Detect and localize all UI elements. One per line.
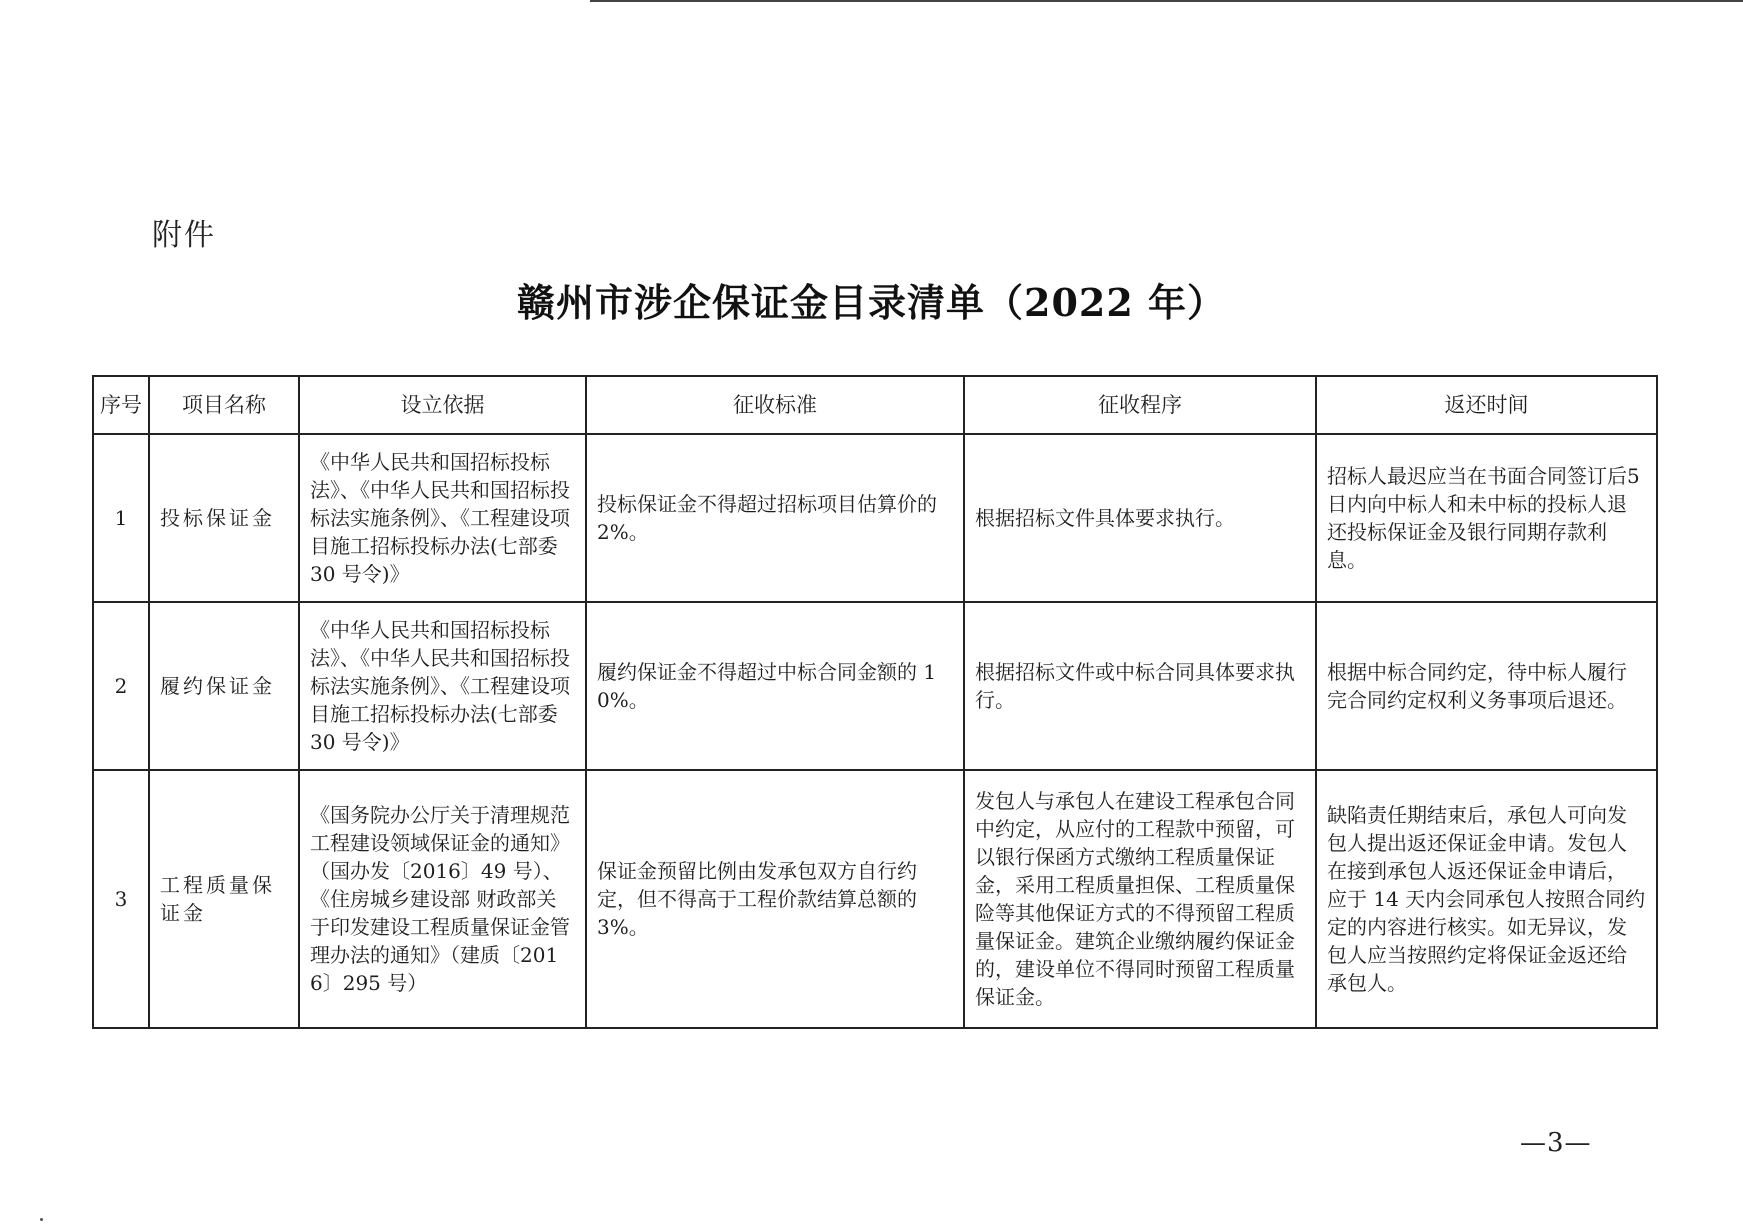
row-basis: 《国务院办公厅关于清理规范工程建设领域保证金的通知》（国办发〔2016〕49 号）、《住房城乡建设部 财政部关于印发建设工程质量保证金管理办法的通知》（建质〔2016〕295 号） <box>299 770 586 1028</box>
row-name: 工程质量保证金 <box>149 770 299 1028</box>
header-refund-time: 返还时间 <box>1316 376 1657 434</box>
header-seq: 序号 <box>93 376 149 434</box>
table-row <box>93 770 1657 1028</box>
row-seq: 2 <box>93 602 149 770</box>
attachment-label: 附件 <box>152 218 216 253</box>
header-name: 项目名称 <box>149 376 299 434</box>
header-basis: 设立依据 <box>299 376 586 434</box>
header-standard: 征收标准 <box>586 376 964 434</box>
row-standard: 保证金预留比例由发承包双方自行约定，但不得高于工程价款结算总额的 3%。 <box>586 770 964 1028</box>
row-procedure: 根据招标文件具体要求执行。 <box>964 434 1316 602</box>
row-standard: 履约保证金不得超过中标合同金额的 10%。 <box>586 602 964 770</box>
deposit-catalog-table <box>92 375 1658 1029</box>
row-standard: 投标保证金不得超过招标项目估算价的 2%。 <box>586 434 964 602</box>
row-procedure: 根据招标文件或中标合同具体要求执行。 <box>964 602 1316 770</box>
row-name: 履约保证金 <box>149 602 299 770</box>
row-refund-time: 缺陷责任期结束后，承包人可向发包人提出返还保证金申请。发包人在接到承包人返还保证金申请后，应于 14 天内会同承包人按照合同约定的内容进行核实。如无异议，发包人应当按照约定将保证金返还给承包人。 <box>1316 770 1657 1028</box>
row-seq: 3 <box>93 770 149 1028</box>
page-number: —3— <box>1520 1128 1592 1158</box>
header-procedure: 征收程序 <box>964 376 1316 434</box>
top-edge-rule <box>590 0 1743 2</box>
document-title: 赣州市涉企保证金目录清单（2022 年） <box>517 280 1226 325</box>
row-basis: 《中华人民共和国招标投标法》、《中华人民共和国招标投标法实施条例》、《工程建设项目施工招标投标办法(七部委 30 号令)》 <box>299 434 586 602</box>
scan-speck <box>40 1218 43 1221</box>
row-procedure: 发包人与承包人在建设工程承包合同中约定，从应付的工程款中预留，可以银行保函方式缴纳工程质量保证金，采用工程质量担保、工程质量保险等其他保证方式的不得预留工程质量保证金。建筑企业缴纳履约保证金的，建设单位不得同时预留工程质量保证金。 <box>964 770 1316 1028</box>
row-name: 投标保证金 <box>149 434 299 602</box>
table-row <box>93 434 1657 602</box>
row-refund-time: 招标人最迟应当在书面合同签订后5日内向中标人和未中标的投标人退还投标保证金及银行同期存款利息。 <box>1316 434 1657 602</box>
table-header-row <box>93 376 1657 434</box>
row-refund-time: 根据中标合同约定，待中标人履行完合同约定权利义务事项后退还。 <box>1316 602 1657 770</box>
row-basis: 《中华人民共和国招标投标法》、《中华人民共和国招标投标法实施条例》、《工程建设项目施工招标投标办法(七部委 30 号令)》 <box>299 602 586 770</box>
table-row <box>93 602 1657 770</box>
row-seq: 1 <box>93 434 149 602</box>
